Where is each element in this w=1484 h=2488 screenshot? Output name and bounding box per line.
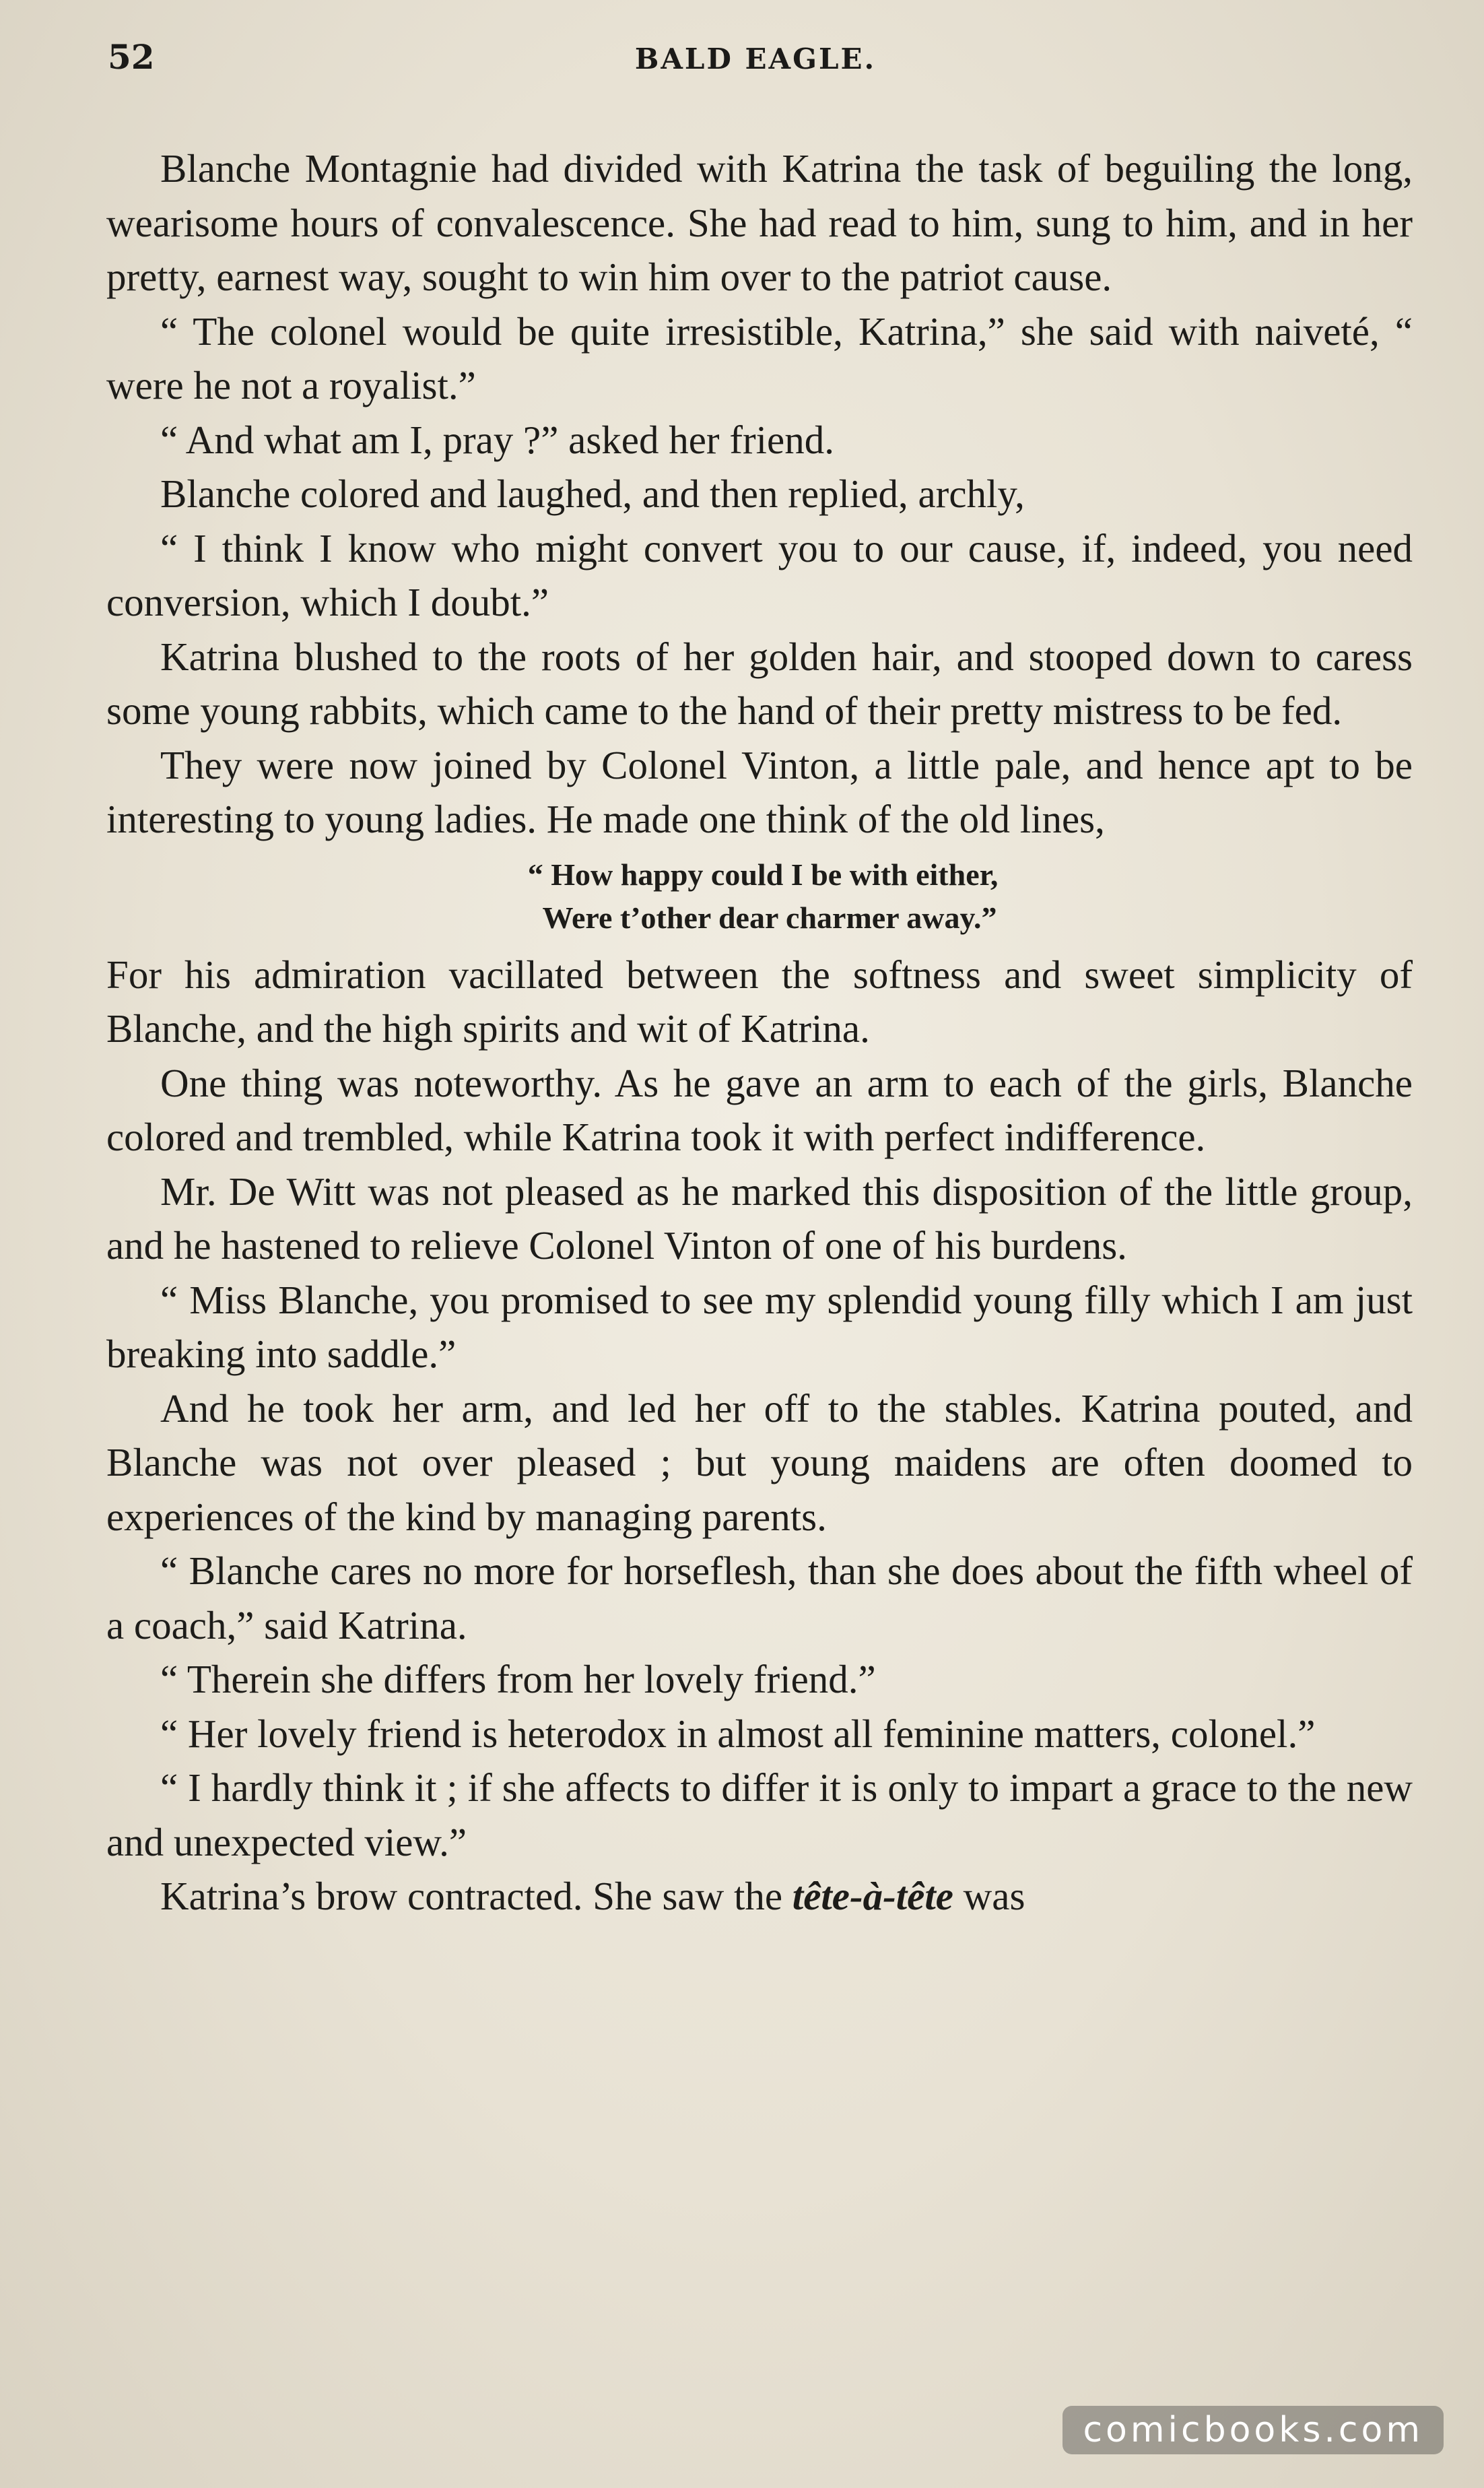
body-text — [106, 141, 1413, 1924]
paragraph: They were now joined by Colonel Vinton, a little pale, and hence apt to be interesting to young ladies. He made one think of the old lines, — [106, 742, 1413, 841]
verse-line: Were t’other dear charmer away.” — [542, 900, 997, 935]
page-header — [108, 37, 1403, 98]
paragraph-text: Katrina’s brow contracted. She saw the — [160, 1874, 792, 1918]
running-head: BALD EAGLE. — [634, 42, 877, 75]
paragraph: Blanche colored and laughed, and then replied, archly, — [160, 471, 1025, 516]
verse-quote — [106, 853, 1413, 940]
paragraph: “ Miss Blanche, you promised to see my splendid young filly which I am just breaking into saddle.” — [106, 1277, 1413, 1376]
paragraph: “ I think I know who might convert you to our cause, if, indeed, you need conversion, which I doubt.” — [106, 525, 1413, 624]
paragraph: “ And what am I, pray ?” asked her friend. — [160, 417, 834, 462]
watermark: comicbooks.com — [1063, 2406, 1444, 2454]
paragraph: Blanche Montagnie had divided with Katrina the task of beguiling the long, wearisome hours of convalescence. She had read to him, sung to him, and in her pretty, earnest way, sought to win him over to the patriot cause. — [106, 146, 1413, 299]
paragraph: Mr. De Witt was not pleased as he marked this disposition of the little group, and he hastened to relieve Colonel Vinton of one of his burdens. — [106, 1169, 1413, 1268]
paragraph: Katrina blushed to the roots of her golden hair, and stooped down to caress some young rabbits, which came to the hand of their pretty mistress to be fed. — [106, 634, 1413, 733]
page-number: 52 — [108, 37, 155, 77]
paragraph: “ Her lovely friend is heterodox in almost all feminine matters, colonel.” — [160, 1711, 1316, 1756]
paragraph: “ The colonel would be quite irresistible, Katrina,” she said with naiveté, “ were he not a royalist.” — [106, 308, 1413, 407]
paragraph: One thing was noteworthy. As he gave an arm to each of the girls, Blanche colored and trembled, while Katrina took it with perfect indifference. — [106, 1060, 1413, 1159]
paragraph: “ Therein she differs from her lovely friend.” — [160, 1657, 876, 1701]
paragraph-text: was — [953, 1874, 1025, 1918]
italic-phrase: tête-à-tête — [792, 1874, 953, 1918]
paragraph: For his admiration vacillated between the softness and sweet simplicity of Blanche, and the high spirits and wit of Katrina. — [106, 952, 1413, 1051]
paragraph: “ Blanche cares no more for horseflesh, than she does about the fifth wheel of a coach,” said Katrina. — [106, 1548, 1413, 1647]
verse-line: “ How happy could I be with either, — [527, 857, 999, 892]
paragraph: “ I hardly think it ; if she affects to differ it is only to impart a grace to the new and unexpected view.” — [106, 1765, 1413, 1864]
paragraph: And he took her arm, and led her off to the stables. Katrina pouted, and Blanche was not over pleased ; but young maidens are often doomed to experiences of the kind by managing parents. — [106, 1385, 1413, 1539]
paragraph-last — [106, 1869, 1413, 1924]
